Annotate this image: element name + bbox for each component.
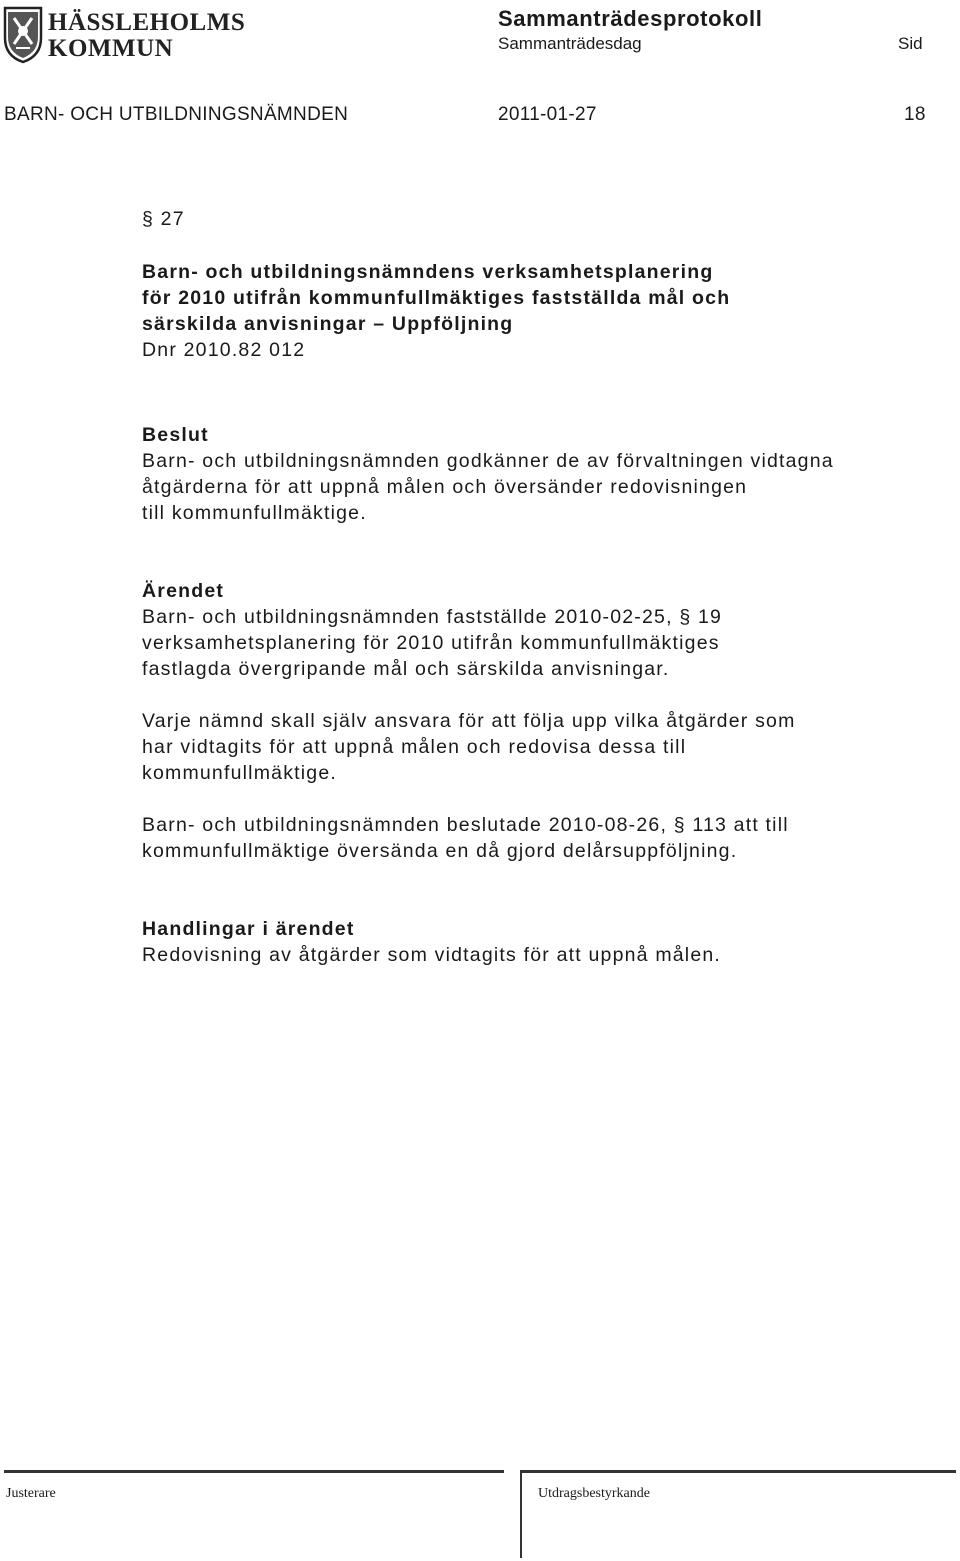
matter-text-line: Barn- och utbildningsnämnden fastställde 2010-02-25, § 19 xyxy=(142,606,723,628)
section-title-line: Barn- och utbildningsnämndens verksamhetsplanering xyxy=(142,261,714,283)
matter-paragraph-3 xyxy=(142,812,932,864)
matter-heading: Ärendet xyxy=(142,580,225,602)
section-number xyxy=(142,208,185,231)
section-title-line: särskilda anvisningar – Uppföljning xyxy=(142,313,514,335)
matter-text-line: Barn- och utbildningsnämnden beslutade 2010-08-26, § 113 att till xyxy=(142,814,789,836)
meeting-date-label: Sammanträdesdag xyxy=(498,34,642,53)
section-number-value: 27 xyxy=(160,208,185,230)
decision-text-line: till kommunfullmäktige. xyxy=(142,502,367,524)
page-number: 18 xyxy=(904,104,926,125)
matter-section xyxy=(142,578,932,682)
decision-section xyxy=(142,422,932,526)
matter-text-line: kommunfullmäktige. xyxy=(142,762,337,784)
logo-line-2: KOMMUN xyxy=(48,35,174,62)
footer-rule-right xyxy=(522,1470,956,1473)
matter-text-line: kommunfullmäktige översända en då gjord delårsuppföljning. xyxy=(142,840,738,862)
decision-text-line: Barn- och utbildningsnämnden godkänner de av förvaltningen vidtagna xyxy=(142,450,834,472)
documents-heading: Handlingar i ärendet xyxy=(142,918,355,940)
footer-adjuster-label: Justerare xyxy=(6,1486,56,1501)
matter-text-line: verksamhetsplanering för 2010 utifrån kommunfullmäktiges xyxy=(142,632,720,654)
meeting-date: 2011-01-27 xyxy=(498,104,597,125)
paragraph-symbol: § xyxy=(142,208,155,230)
decision-text-line: åtgärderna för att uppnå målen och översänder redovisningen xyxy=(142,476,748,498)
matter-text-line: har vidtagits för att uppnå målen och redovisa dessa till xyxy=(142,736,687,758)
registration-number: Dnr 2010.82 012 xyxy=(142,339,306,361)
footer-divider xyxy=(520,1470,522,1558)
section-title-block xyxy=(142,259,932,363)
coat-of-arms-icon xyxy=(2,4,44,64)
documents-section xyxy=(142,916,932,968)
page-label: Sid xyxy=(898,34,923,53)
board-name: BARN- OCH UTBILDNINGSNÄMNDEN xyxy=(4,104,349,125)
matter-paragraph-2 xyxy=(142,708,932,786)
footer-rule-left xyxy=(4,1470,504,1473)
matter-text-line: Varje nämnd skall själv ansvara för att följa upp vilka åtgärder som xyxy=(142,710,796,732)
documents-text: Redovisning av åtgärder som vidtagits för att uppnå målen. xyxy=(142,944,722,966)
footer-certification-label: Utdragsbestyrkande xyxy=(538,1486,650,1501)
matter-text-line: fastlagda övergripande mål och särskilda anvisningar. xyxy=(142,658,670,680)
document-title: Sammanträdesprotokoll xyxy=(498,6,763,31)
section-title-line: för 2010 utifrån kommunfullmäktiges fastställda mål och xyxy=(142,287,731,309)
logo-line-1: HÄSSLEHOLMS xyxy=(48,9,246,36)
decision-heading: Beslut xyxy=(142,424,209,446)
municipality-logo xyxy=(2,4,246,64)
